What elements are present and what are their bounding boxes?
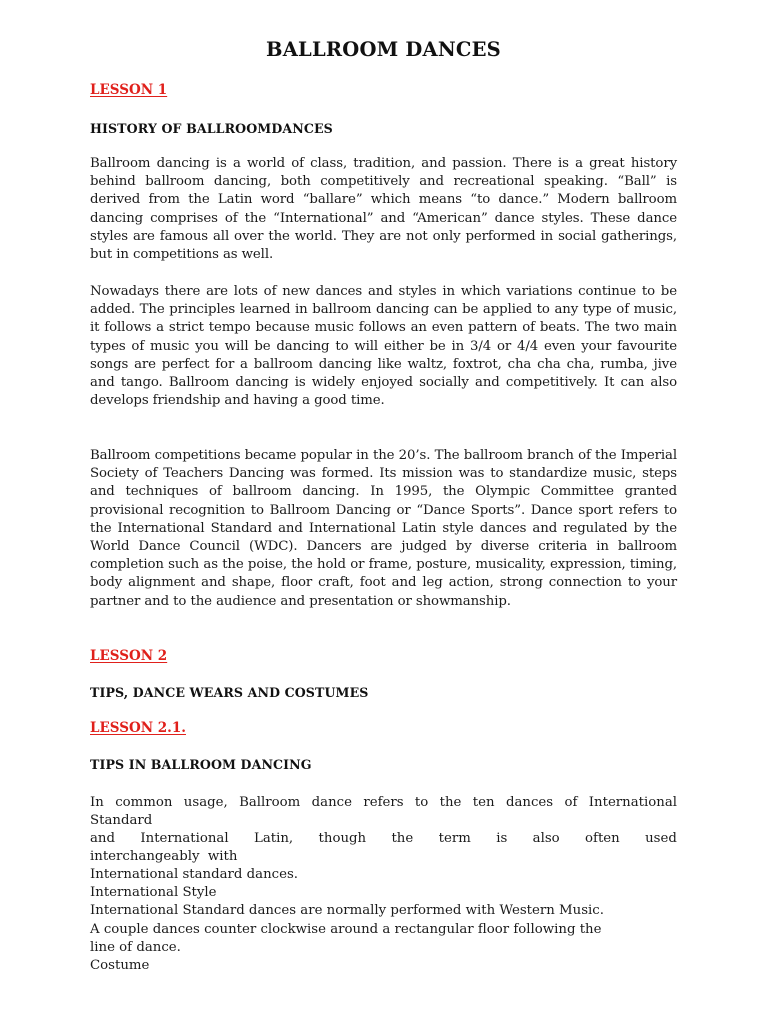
tips-line-3-word: term (438, 831, 471, 846)
lesson-2-heading: TIPS, DANCE WEARS AND COSTUMES (90, 685, 369, 700)
tips-line-9: line of dance. (90, 940, 181, 955)
tips-line-3-word: often (585, 831, 620, 846)
tips-line-3-word: International (140, 831, 229, 846)
lesson-2-1-heading: TIPS IN BALLROOM DANCING (90, 757, 312, 772)
tips-line-3 (90, 830, 677, 848)
tips-line-5: International standard dances. (90, 867, 299, 882)
tips-line-6: International Style (90, 885, 217, 900)
tips-line-8: A couple dances counter clockwise around a rectangular floor following the (90, 922, 602, 937)
tips-line-3-word: Latin, (254, 831, 294, 846)
tips-line-7: International Standard dances are normally performed with Western Music. (90, 903, 604, 918)
lesson-1-paragraph-3: Ballroom competitions became popular in the 20’s. The ballroom branch of the Imperial Society of Teachers Dancing was formed. Its mission was to standardize music, steps and techniques of ballroom dancing. In 1995, the Olympic Committee granted provisional recognition to Ballroom Dancing or “Dance Sports”. Dance sport refers to the International Standard and International Latin style dances and regulated by the World Dance Council (WDC). Dancers are judged by diverse criteria in ballroom completion such as the poise, the hold or frame, posture, musicality, expression, timing, body alignment and shape, floor craft, foot and leg action, strong connection to your partner and to the audience and presentation or showmanship. (90, 448, 677, 609)
tips-line-1: In common usage, Ballroom dance refers to the ten dances of International (90, 795, 677, 810)
lesson-2-1-label: LESSON 2.1. (90, 720, 186, 736)
tips-line-3-word: used (645, 831, 677, 846)
lesson-1-paragraph-1: Ballroom dancing is a world of class, tradition, and passion. There is a great history behind ballroom dancing, both competitively and recreational speaking. “Ball” is derived from the Latin word “ballare” which means “to dance.” Modern ballroom dancing comprises of the “International” and “American” dance styles. These dance styles are famous all over the world. They are not only performed in social gatherings, but in competitions as well. (90, 156, 677, 263)
tips-line-3-word: though (318, 831, 367, 846)
tips-line-3-word: is (496, 831, 508, 846)
lesson-1-heading: HISTORY OF BALLROOMDANCES (90, 121, 333, 136)
tips-line-10: Costume (90, 958, 150, 973)
tips-line-3-word: and (90, 831, 116, 846)
tips-line-2: Standard (90, 813, 153, 828)
lesson-1-paragraph-2: Nowadays there are lots of new dances and styles in which variations continue to be added. The principles learned in ballroom dancing can be applied to any type of music, it follows a strict tempo because music follows an even pattern of beats. The two main types of music you will be dancing to will either be in 3/4 or 4/4 even your favourite songs are perfect for a ballroom dancing like waltz, foxtrot, cha cha cha, rumba, jive and tango. Ballroom dancing is widely enjoyed socially and competitively. It can also develops friendship and having a good time. (90, 284, 677, 409)
lesson-1-label: LESSON 1 (90, 82, 168, 98)
document-title: BALLROOM DANCES (266, 38, 501, 61)
tips-line-4: interchangeably with (90, 849, 238, 864)
tips-line-3-word: also (532, 831, 560, 846)
tips-line-3-word: the (391, 831, 414, 846)
lesson-2-label: LESSON 2 (90, 648, 168, 664)
